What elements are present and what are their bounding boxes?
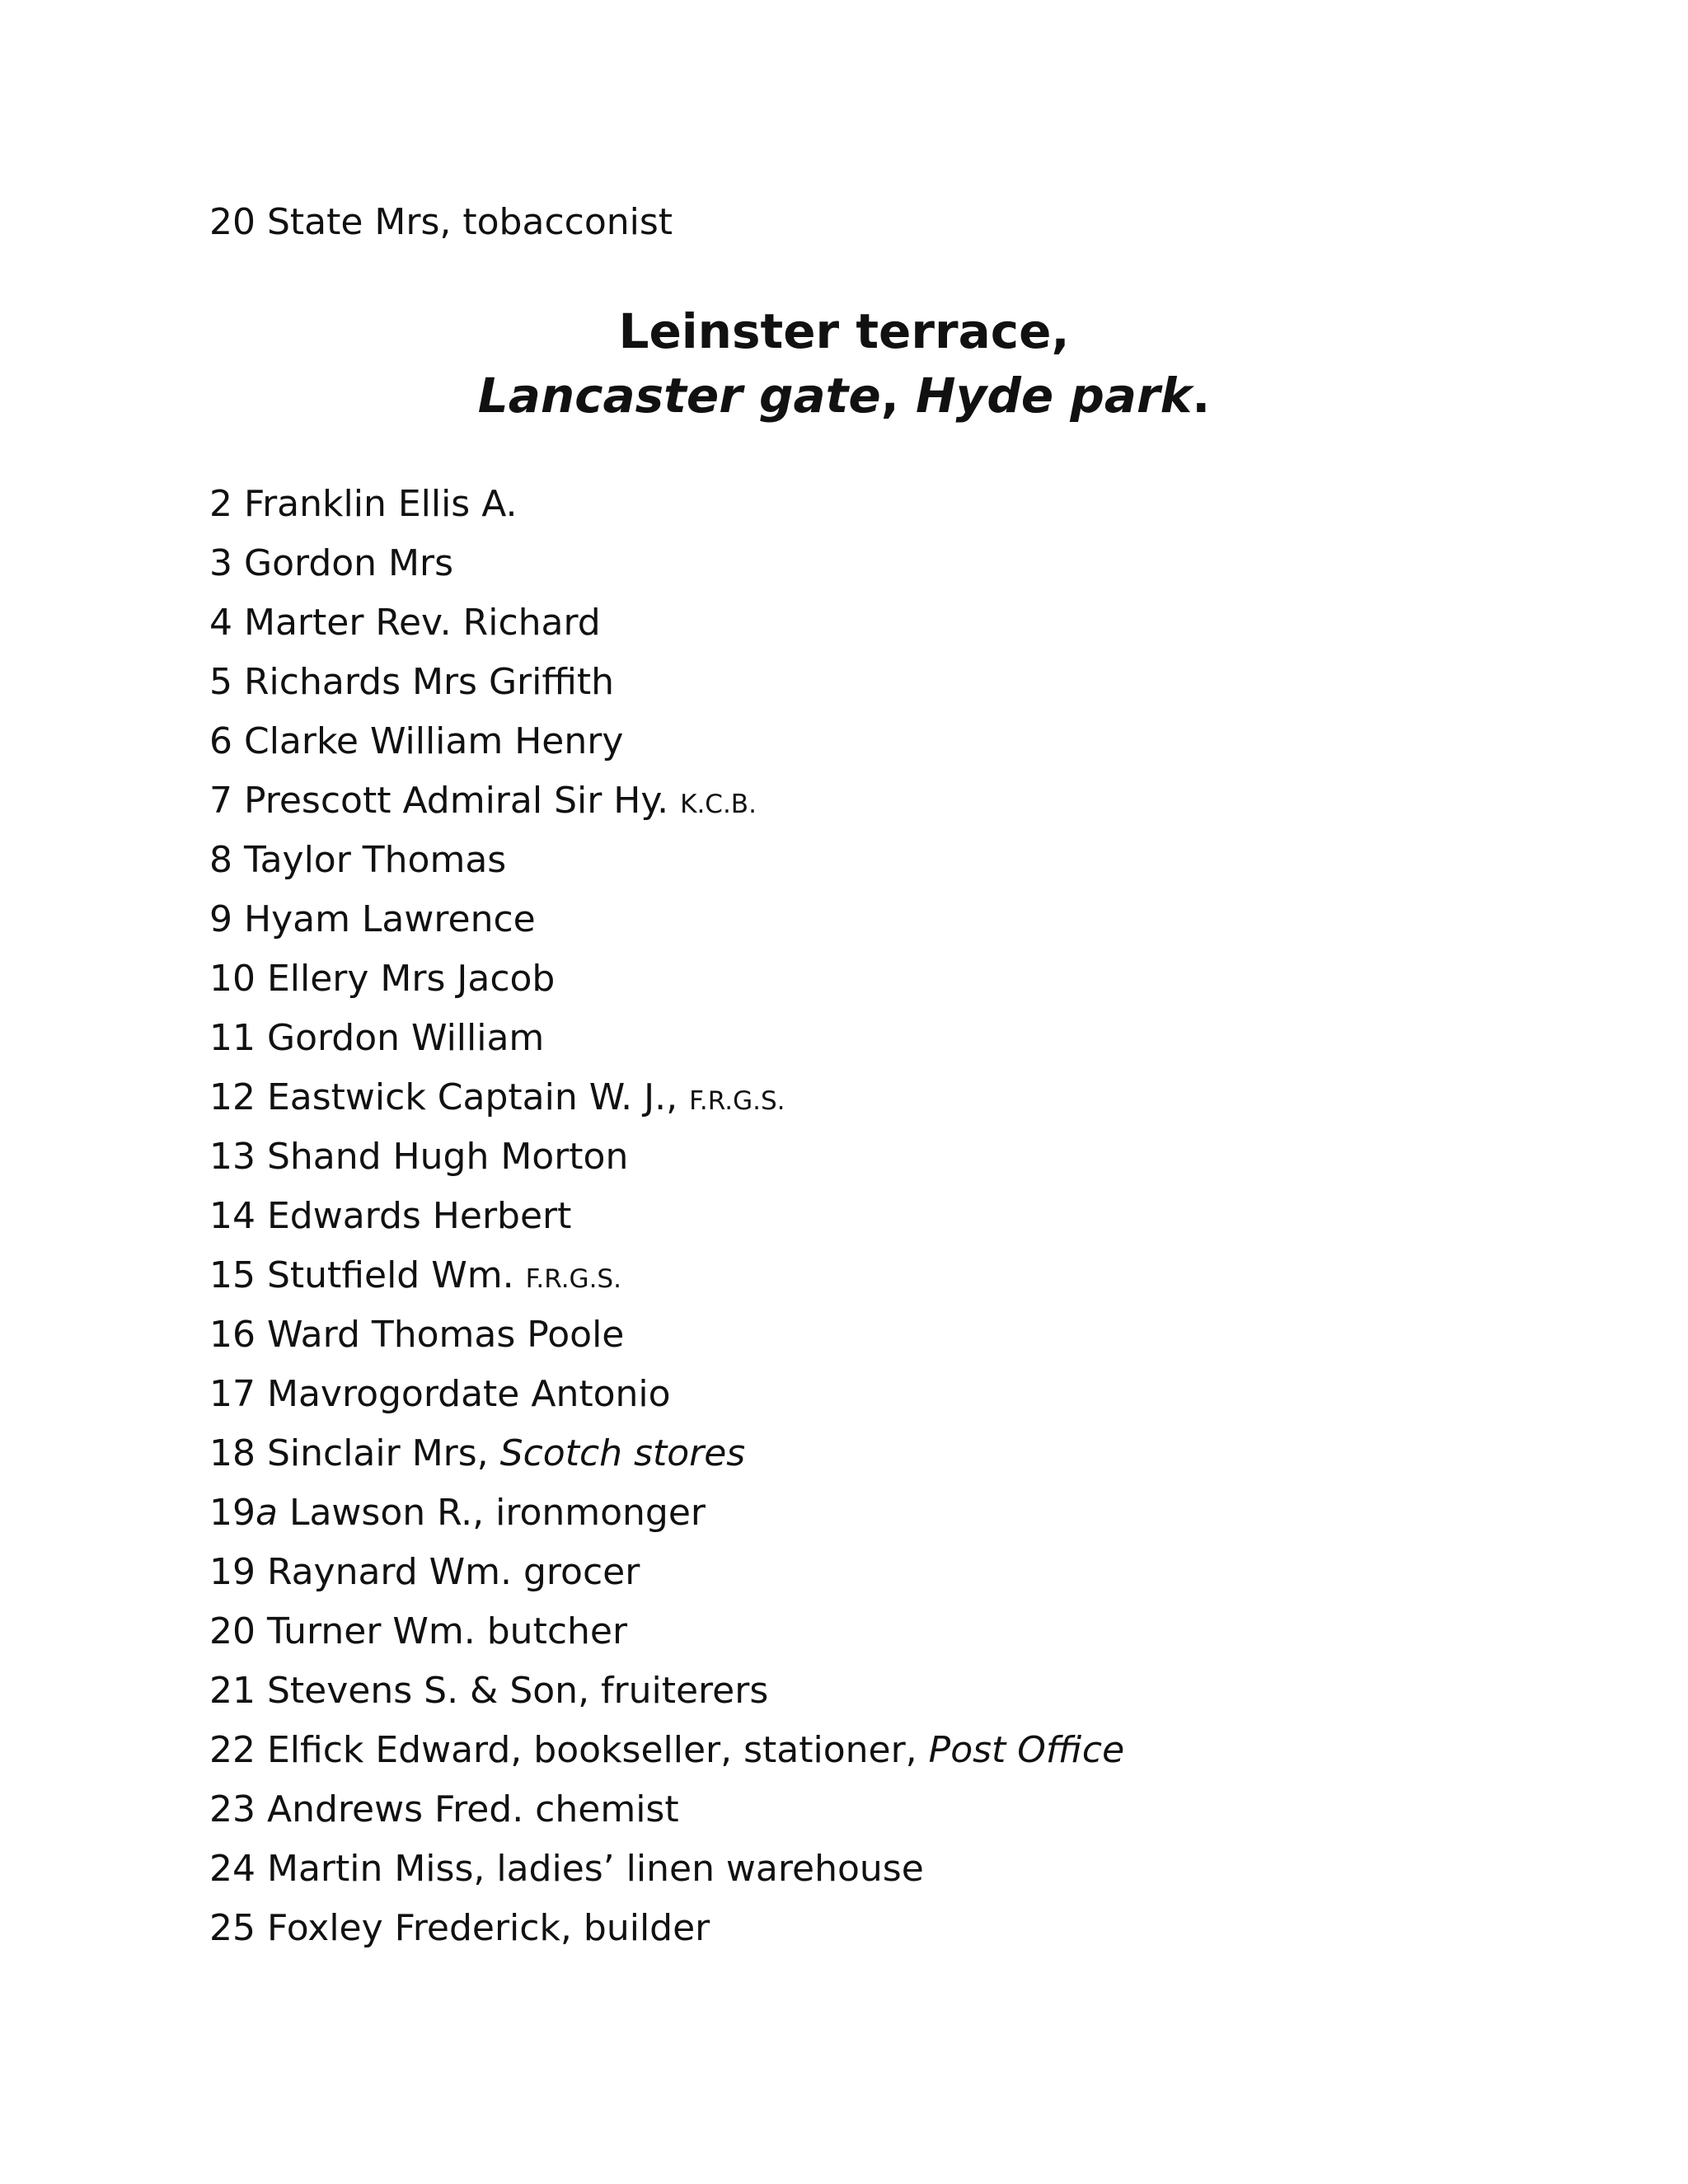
top-entry <box>209 198 673 247</box>
list-item <box>209 1192 571 1241</box>
list-item <box>209 1666 768 1716</box>
entry-honorific: K.C.B. <box>680 790 757 819</box>
list-item <box>209 1548 640 1597</box>
entry-text: 10 Ellery Mrs Jacob <box>209 958 556 1000</box>
entry-text: 2 Franklin Ellis A. <box>209 483 518 525</box>
list-item <box>209 717 623 766</box>
entry-text: 12 Eastwick Captain W. J., <box>209 1076 690 1118</box>
list-item <box>209 836 506 885</box>
entry-text: 11 Gordon William <box>209 1017 545 1059</box>
list-item <box>209 1014 544 1063</box>
entry-text: 6 Clarke William Henry <box>209 720 624 762</box>
list-item <box>209 776 757 829</box>
list-item <box>209 1785 679 1835</box>
entry-text: 8 Taylor Thomas <box>209 839 507 881</box>
list-item <box>209 1132 628 1182</box>
entry-italic: Post Office <box>928 1729 1125 1771</box>
entry-text: 16 Ward Thomas Poole <box>209 1314 625 1356</box>
list-item <box>209 1073 785 1126</box>
entry-text: 19 Raynard Wm. grocer <box>209 1551 640 1593</box>
list-item <box>209 954 555 1004</box>
entry-text: 17 Mavrogordate Antonio <box>209 1373 671 1415</box>
list-item <box>209 1429 745 1479</box>
list-item <box>209 895 536 944</box>
entry-text: 20 State Mrs, tobacconist <box>209 201 673 243</box>
entry-text: 14 Edwards Herbert <box>209 1195 572 1237</box>
list-item <box>209 1310 624 1360</box>
entry-text: 22 Elfick Edward, bookseller, stationer, <box>209 1729 929 1771</box>
entry-text: 4 Marter Rev. Richard <box>209 602 601 644</box>
list-item <box>209 1370 671 1419</box>
list-item <box>209 480 518 529</box>
heading-line1: Leinster terrace, <box>618 303 1070 359</box>
entry-text: 5 Richards Mrs Griffith <box>209 661 615 703</box>
list-item <box>209 658 614 707</box>
heading-separator: , <box>880 368 916 424</box>
entry-text: 19 <box>209 1492 256 1534</box>
entry-text: 24 Martin Miss, ladies’ linen warehouse <box>209 1848 924 1890</box>
section-heading-street <box>0 300 1688 363</box>
entry-text: 3 Gordon Mrs <box>209 542 454 584</box>
entry-text: 25 Foxley Frederick, builder <box>209 1907 710 1949</box>
entry-text-rest: Lawson R., ironmonger <box>277 1492 706 1534</box>
section-heading-locality <box>0 364 1688 427</box>
entry-honorific: F.R.G.S. <box>689 1086 785 1116</box>
list-item <box>209 1488 706 1538</box>
entry-honorific: F.R.G.S. <box>525 1264 621 1294</box>
list-item <box>209 1844 924 1894</box>
entry-text: 23 Andrews Fred. chemist <box>209 1788 679 1830</box>
list-item <box>209 598 601 648</box>
heading-period: . <box>1192 368 1211 424</box>
entry-text: 13 Shand Hugh Morton <box>209 1136 629 1178</box>
list-item <box>209 1904 710 1953</box>
entry-italic-letter: a <box>256 1492 278 1534</box>
entry-text: 21 Stevens S. & Son, fruiterers <box>209 1670 769 1712</box>
entry-text: 9 Hyam Lawrence <box>209 898 536 940</box>
list-item <box>209 1607 627 1657</box>
list-item <box>209 1726 1124 1775</box>
entry-text: 18 Sinclair Mrs, <box>209 1432 500 1474</box>
list-item <box>209 539 453 588</box>
entry-text: 20 Turner Wm. butcher <box>209 1610 628 1652</box>
entry-italic: Scotch stores <box>499 1432 746 1474</box>
heading-locality-a: Lancaster gate <box>477 368 881 424</box>
heading-locality-b: Hyde park <box>915 368 1193 424</box>
entry-text: 15 Stutfield Wm. <box>209 1254 526 1296</box>
entry-text: 7 Prescott Admiral Sir Hy. <box>209 780 681 822</box>
list-item <box>209 1251 621 1304</box>
